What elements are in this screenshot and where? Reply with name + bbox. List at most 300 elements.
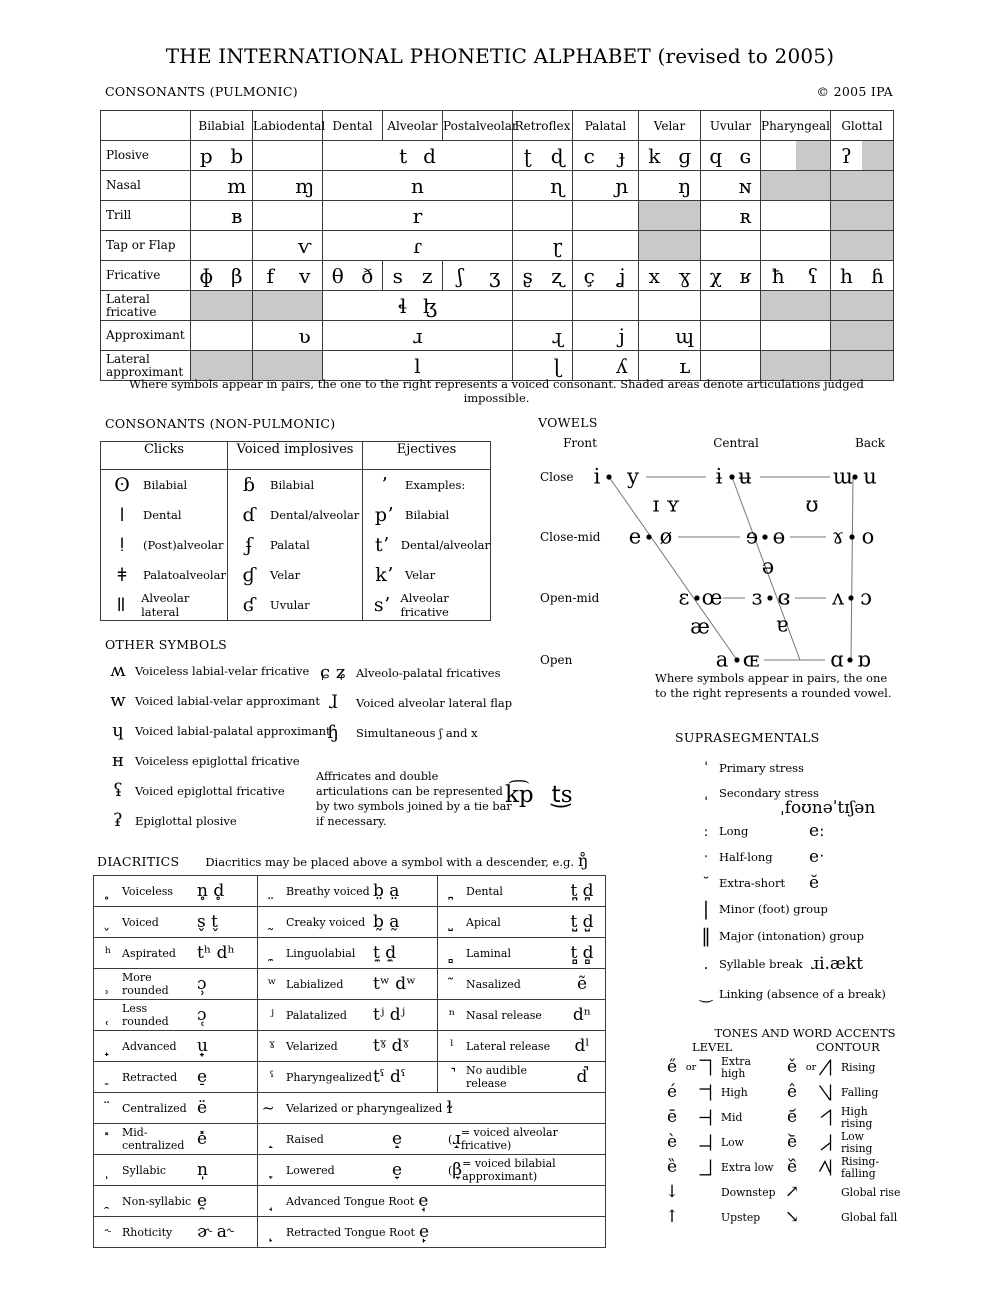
- diacritic-example: tʲ dʲ: [373, 1004, 406, 1025]
- pulmonic-symbol: f: [266, 263, 274, 288]
- other-symbol: ɺ: [328, 692, 338, 713]
- pulmonic-symbol: ɹ: [412, 323, 423, 348]
- pulmonic-symbol: [796, 171, 831, 200]
- pulmonic-cell-pair: [253, 351, 322, 380]
- diacritics-cell-content: [438, 1062, 605, 1092]
- pulmonic-cell: [701, 171, 761, 201]
- pulmonic-symbol: k: [648, 143, 661, 168]
- diacritics-cell-content: [94, 938, 257, 968]
- pulmonic-symbol: [862, 291, 893, 320]
- nonpulmonic-symbol: ʼ: [380, 473, 388, 496]
- tone-extra-low-icon: [699, 1158, 712, 1177]
- pulmonic-symbol: h: [840, 263, 853, 288]
- vowel-dot: [852, 474, 857, 479]
- pulmonic-symbol: q: [709, 143, 723, 168]
- pulmonic-cell: [701, 261, 761, 291]
- pulmonic-cell: [513, 231, 573, 261]
- pulmonic-symbol: [639, 351, 670, 380]
- diacritic-mark: ̙: [269, 1222, 275, 1241]
- tone-high-rising-icon: [819, 1108, 832, 1127]
- pulmonic-symbol: [191, 171, 222, 200]
- pulmonic-cell: [831, 141, 894, 171]
- tone-letter: e̋: [666, 1057, 678, 1077]
- pulmonic-cell-pair: [761, 261, 830, 290]
- other-symbol-label: Alveolo-palatal fricatives: [356, 666, 501, 680]
- diacritic-example: e̞: [392, 1159, 403, 1180]
- diacritics-cell: [258, 1186, 606, 1217]
- vowel-symbol: ɜ: [751, 585, 763, 610]
- diacritic-example: ɫ: [446, 1097, 453, 1118]
- pulmonic-cell: [831, 291, 894, 321]
- vowel-symbol: œ: [701, 585, 723, 610]
- vowel-dot: [849, 534, 854, 539]
- pulmonic-symbol: [701, 231, 731, 260]
- diacritics-cell: [258, 1124, 606, 1155]
- vowel-symbol: ʌ: [832, 585, 844, 610]
- pulmonic-cell-pair: [761, 291, 830, 320]
- pulmonic-row-label: Lateral approximant: [101, 351, 191, 381]
- diacritic-mark: ̬: [105, 912, 111, 931]
- vowel-symbol: ɵ: [772, 524, 786, 549]
- tone-label: Extra high: [721, 1054, 751, 1080]
- nonpulmonic-label: Bilabial: [270, 478, 315, 492]
- other-symbol-label: Voiced labial-velar approximant: [135, 694, 321, 708]
- tone-item: [781, 1105, 900, 1130]
- pulmonic-cell-pair: [831, 141, 893, 170]
- diacritic-example: u̟: [197, 1035, 208, 1056]
- nonpulmonic-item: [101, 470, 227, 500]
- pulmonic-symbol: ð: [361, 263, 374, 288]
- diacritics-cell-content: [258, 938, 437, 968]
- vowel-symbol: ɨ: [715, 464, 723, 489]
- pulmonic-symbol: [761, 141, 796, 170]
- vowel-symbol: ø: [659, 524, 673, 549]
- pulmonic-symbol: [543, 291, 573, 320]
- pulmonic-column-header: Bilabial: [191, 111, 253, 141]
- suprasegmental-label: Half-long: [719, 850, 773, 864]
- nonpulmonic-symbol: ɓ: [242, 473, 256, 496]
- pulmonic-cell-pair: [513, 201, 572, 230]
- tone-letter: ê: [786, 1082, 798, 1102]
- diacritics-row: [94, 1031, 606, 1062]
- tone-label: Rising: [841, 1060, 876, 1074]
- diacritics-cell: [258, 1000, 438, 1031]
- diacritic-example: ɔ̹: [197, 973, 207, 994]
- tone-item: [781, 1080, 900, 1105]
- tone-item: [781, 1180, 900, 1205]
- other-symbol-label: Voiceless epiglottal fricative: [135, 754, 300, 768]
- diacritics-row: [94, 876, 606, 907]
- pulmonic-cell-pair: [323, 231, 512, 260]
- pulmonic-cell-pair: [831, 171, 893, 200]
- vowel-note-line2: to the right represents a rounded vowel.: [655, 685, 892, 700]
- pulmonic-symbol: [701, 171, 731, 200]
- suprasegmental-label: Minor (foot) group: [719, 902, 828, 916]
- nonpulmonic-column-header: Ejectives: [363, 442, 491, 470]
- pulmonic-symbol: ɮ: [423, 293, 438, 318]
- pulmonic-symbol: [253, 201, 288, 230]
- pulmonic-cell: [831, 231, 894, 261]
- diacritic-label: Centralized: [122, 1101, 187, 1115]
- diacritic-example: n̥ d̥: [197, 880, 225, 901]
- other-symbol-label: Voiceless labial-velar fricative: [135, 664, 310, 678]
- pulmonic-row-label: Plosive: [101, 141, 191, 171]
- pulmonic-symbol: [639, 291, 670, 320]
- suprasegmental-symbol: .: [703, 954, 709, 973]
- diacritics-cell-content: [94, 1000, 257, 1030]
- pulmonic-symbol: [288, 291, 323, 320]
- tone-label: Low rising: [841, 1129, 873, 1155]
- pulmonic-symbol: ɰ: [675, 323, 695, 348]
- diacritics-heading: DIACRITICS: [97, 854, 180, 869]
- diacritic-label: Rhoticity: [122, 1225, 173, 1239]
- pulmonic-symbol: [761, 201, 796, 230]
- pulmonic-symbol: [796, 291, 831, 320]
- pulmonic-cell: [701, 201, 761, 231]
- diacritic-label: Palatalized: [286, 1008, 347, 1022]
- pulmonic-symbol: ɖ: [550, 143, 564, 168]
- pulmonic-row-label: Approximant: [101, 321, 191, 351]
- affricates-note: Affricates and double articulations can be represented by two symbols joined by a tie bar if necessary.: [316, 770, 512, 828]
- pulmonic-symbol: ɾ: [412, 233, 423, 258]
- diacritic-example: e̯: [197, 1190, 208, 1211]
- diacritic-example: ɚ a˞: [197, 1221, 234, 1242]
- pulmonic-cell-pair: [253, 171, 322, 200]
- pulmonic-cell-pair: [761, 201, 830, 230]
- pulmonic-symbol: χ: [709, 263, 722, 288]
- other-symbol-label: Epiglottal plosive: [135, 814, 237, 828]
- diacritics-cell: [258, 907, 438, 938]
- diacritic-label: Mid-centralized: [122, 1126, 185, 1152]
- diacritic-example: e̽: [197, 1128, 208, 1149]
- pulmonic-row: [101, 321, 894, 351]
- pulmonic-cell-pair: [573, 291, 638, 320]
- diacritics-row: [94, 907, 606, 938]
- diacritics-cell-content: [258, 1031, 437, 1061]
- pulmonic-cell: [761, 171, 831, 201]
- diacritic-paren: (: [448, 1163, 453, 1177]
- suprasegmental-example: ɹi.ækt: [810, 953, 864, 974]
- pulmonic-cell-pair: [573, 231, 638, 260]
- nonpulmonic-symbol: ǁ: [116, 593, 126, 616]
- other-symbol-item: [101, 716, 331, 746]
- pulmonic-symbol: c: [583, 143, 595, 168]
- suprasegmental-symbol: ː: [703, 821, 709, 840]
- tone-label: High: [721, 1085, 748, 1099]
- diacritics-cell-content: [258, 1093, 605, 1123]
- nonpulmonic-item: [363, 590, 490, 620]
- suprasegmental-item: [693, 756, 983, 780]
- diacritics-cell: [438, 1031, 606, 1062]
- pulmonic-cell-pair: [573, 171, 638, 200]
- nonpulmonic-symbol: ǃ: [119, 533, 125, 556]
- diacritic-mark: ̯: [105, 1191, 111, 1210]
- vowel-diagram: [540, 438, 920, 708]
- pulmonic-cell-pair: [761, 231, 830, 260]
- pulmonic-cell: [513, 321, 573, 351]
- pulmonic-cell: [573, 321, 639, 351]
- tone-icon-spacer: [699, 1183, 712, 1202]
- diacritic-example: b̰ a̰: [373, 911, 400, 932]
- pulmonic-cell: [573, 171, 639, 201]
- pulmonic-symbol: [573, 231, 606, 260]
- pulmonic-symbol: [731, 321, 761, 350]
- diacritics-cell-content: [258, 907, 437, 937]
- pulmonic-cell: [323, 171, 513, 201]
- diacritic-label: Non-syllabic: [122, 1194, 192, 1208]
- vowel-symbol: ɤ: [832, 524, 844, 549]
- diacritic-label: Nasalized: [466, 977, 521, 991]
- pulmonic-symbol: [701, 291, 731, 320]
- pulmonic-symbol: [606, 291, 639, 320]
- pulmonic-row: [101, 261, 894, 291]
- tone-item: [661, 1180, 777, 1205]
- diacritics-row: [94, 1062, 606, 1093]
- pulmonic-heading: CONSONANTS (PULMONIC): [105, 84, 298, 99]
- pulmonic-cell-pair: [639, 231, 700, 260]
- diacritics-note-example: ŋ̊: [578, 851, 589, 870]
- pulmonic-symbol: [288, 141, 323, 170]
- tone-label: Downstep: [721, 1185, 776, 1199]
- pulmonic-symbol: p: [199, 143, 213, 168]
- vowel-symbol: o: [861, 524, 875, 549]
- other-symbol-item: [101, 746, 331, 776]
- diacritic-example: n̩: [197, 1159, 208, 1180]
- pulmonic-symbol: ɲ: [615, 173, 629, 198]
- vowel-dot: [734, 657, 739, 662]
- pulmonic-symbol: [543, 201, 573, 230]
- pulmonic-symbol: [191, 201, 222, 230]
- pulmonic-cell: [701, 141, 761, 171]
- diacritic-paren: (: [448, 1132, 453, 1146]
- pulmonic-cell-pair: [761, 171, 830, 200]
- pulmonic-symbol: [288, 201, 323, 230]
- pulmonic-symbol: [862, 171, 893, 200]
- diacritics-row: [94, 938, 606, 969]
- pulmonic-symbol: [639, 201, 670, 230]
- diacritic-mark: ̞: [269, 1160, 275, 1179]
- diacritic-mark: ̠: [105, 1067, 111, 1086]
- pulmonic-symbol: ʙ: [231, 203, 243, 228]
- diacritic-mark: ̝: [269, 1129, 275, 1148]
- diacritics-cell-content: [258, 876, 437, 906]
- suprasegmental-item: [693, 982, 983, 1006]
- diacritic-example-symbol: β̞: [452, 1159, 463, 1180]
- diacritics-cell-content: [258, 969, 437, 999]
- pulmonic-symbol: [831, 171, 862, 200]
- pulmonic-cell: [253, 141, 323, 171]
- nonpulmonic-item: [101, 500, 227, 530]
- tie-bar-examples: [505, 782, 573, 808]
- pulmonic-symbol: [222, 291, 253, 320]
- diacritic-mark: ˠ: [269, 1036, 275, 1055]
- pulmonic-cell-pair: [253, 291, 322, 320]
- vowel-row-label: Open: [540, 653, 573, 667]
- diacritic-example: t̻ d̻: [570, 942, 594, 963]
- tones-contour-heading: CONTOUR: [816, 1040, 880, 1054]
- diacritics-row: [94, 1000, 606, 1031]
- pulmonic-symbol: ɟ: [618, 143, 625, 168]
- diacritic-label: Nasal release: [466, 1008, 542, 1022]
- suprasegmental-symbol: ‿: [699, 984, 713, 1003]
- tone-letter: e᷄: [786, 1107, 798, 1127]
- pulmonic-symbol: m: [227, 173, 247, 198]
- nonpulmonic-symbol: pʼ: [374, 503, 394, 526]
- pulmonic-cell-pair: [639, 141, 700, 170]
- vowel-symbol: y: [627, 464, 639, 489]
- tone-letter: ȅ: [666, 1157, 678, 1177]
- pulmonic-symbol: [573, 291, 606, 320]
- pulmonic-cell-pair: [701, 171, 760, 200]
- tone-falling-icon: [819, 1083, 832, 1102]
- pulmonic-cell: [513, 261, 573, 291]
- nonpulmonic-column-header: Clicks: [101, 442, 228, 470]
- pulmonic-symbol: [513, 291, 543, 320]
- pulmonic-cell: [191, 291, 253, 321]
- pulmonic-cell-pair: [323, 261, 382, 290]
- vowel-symbol: ɛ: [678, 585, 690, 610]
- diacritics-cell: [438, 1000, 606, 1031]
- vowel-dot: [762, 534, 767, 539]
- pulmonic-cell-pair: [831, 231, 893, 260]
- nonpulmonic-label: Velar: [405, 568, 436, 582]
- pulmonic-row-label: Lateral fricative: [101, 291, 191, 321]
- pulmonic-cell: [191, 321, 253, 351]
- tone-item: [661, 1205, 777, 1230]
- diacritics-row: [94, 1093, 606, 1124]
- suprasegmental-item: [693, 845, 983, 869]
- tones-level-list: [661, 1055, 777, 1230]
- nonpulmonic-symbol: tʼ: [375, 533, 389, 556]
- nonpulmonic-symbol: ɗ: [242, 503, 256, 526]
- pulmonic-symbol: j: [618, 323, 625, 348]
- pulmonic-symbol: ʕ: [807, 263, 819, 288]
- other-symbol: w: [110, 690, 126, 711]
- pulmonic-symbol: [222, 231, 253, 260]
- other-symbol-item: [101, 656, 331, 686]
- vowel-symbol: ɐ: [775, 612, 789, 637]
- nonpulmonic-label: Velar: [270, 568, 301, 582]
- diacritic-label: Labialized: [286, 977, 344, 991]
- diacritic-label: Retracted Tongue Root: [286, 1225, 415, 1239]
- diacritics-cell: [94, 907, 258, 938]
- diacritic-mark: ̴: [269, 1098, 275, 1117]
- tone-label: Low: [721, 1135, 744, 1149]
- pulmonic-row: [101, 351, 894, 381]
- pulmonic-cell-pair: [573, 351, 638, 380]
- diacritics-cell: [94, 1000, 258, 1031]
- other-symbol-label: Voiced epiglottal fricative: [135, 784, 285, 798]
- nonpulmonic-symbol: ʛ: [242, 593, 256, 616]
- tone-letter: ↑: [664, 1207, 680, 1227]
- pulmonic-cell-pair: [761, 321, 830, 350]
- pulmonic-symbol: [831, 351, 862, 380]
- diacritic-mark: ̈: [105, 1098, 111, 1117]
- diacritic-mark: ̹: [105, 974, 111, 993]
- tone-rising-falling-icon: [819, 1158, 832, 1177]
- pulmonic-cell: [323, 291, 513, 321]
- diacritics-cell-content: [438, 1031, 605, 1061]
- pulmonic-row-label: Trill: [101, 201, 191, 231]
- pulmonic-cell: [639, 351, 701, 381]
- tone-label: Upstep: [721, 1210, 761, 1224]
- pulmonic-cell-pair: [573, 321, 638, 350]
- pulmonic-cell: [513, 351, 573, 381]
- nonpulmonic-header-row: [101, 442, 491, 470]
- pulmonic-symbol: ɦ: [871, 263, 884, 288]
- pulmonic-cell-pair: [639, 321, 700, 350]
- diacritic-example: t̺ d̺: [570, 911, 594, 932]
- nonpulmonic-symbol: ɠ: [242, 563, 256, 586]
- tone-item: [661, 1080, 777, 1105]
- pulmonic-row-label: Nasal: [101, 171, 191, 201]
- pulmonic-symbol: [761, 291, 796, 320]
- nonpulmonic-item: [228, 590, 362, 620]
- pulmonic-cell-pair: [513, 171, 572, 200]
- diacritics-cell: [94, 1093, 258, 1124]
- diacritic-example: tʰ dʰ: [197, 942, 235, 963]
- pulmonic-cell: [701, 231, 761, 261]
- other-symbol: ʡ: [113, 810, 123, 831]
- tone-label: High rising: [841, 1104, 873, 1130]
- pulmonic-symbol: b: [230, 143, 244, 168]
- other-symbol-label: Simultaneous ʃ and x: [356, 726, 478, 740]
- vowel-symbol: ʊ: [805, 492, 819, 517]
- pulmonic-symbol: s: [392, 263, 403, 288]
- diacritic-example: ẽ: [576, 973, 588, 994]
- other-symbol: ʢ: [113, 780, 123, 801]
- diacritic-mark: ̚: [449, 1067, 455, 1086]
- pulmonic-cell-pair: [253, 141, 322, 170]
- vowel-row-label: Close: [540, 470, 574, 484]
- suprasegmental-item: [693, 952, 983, 976]
- pulmonic-cell: [191, 201, 253, 231]
- pulmonic-symbol: [831, 291, 862, 320]
- diacritic-mark: ̘: [269, 1191, 275, 1210]
- pulmonic-row: [101, 141, 894, 171]
- nonpulmonic-label: Alveolar fricative: [400, 591, 449, 619]
- pulmonic-column-header: Labiodental: [253, 111, 323, 141]
- pulmonic-cell: [831, 201, 894, 231]
- pulmonic-symbol: t: [399, 143, 408, 168]
- pulmonic-column-header: Uvular: [701, 111, 761, 141]
- pulmonic-cell: [831, 261, 894, 291]
- diacritic-label: Advanced Tongue Root: [286, 1194, 415, 1208]
- nonpulmonic-symbol: ǀ: [119, 503, 125, 526]
- pulmonic-cell: [831, 351, 894, 381]
- pulmonic-symbol: [796, 141, 831, 170]
- diacritic-note: = voiced alveolar fricative): [460, 1126, 558, 1152]
- pulmonic-cell: [191, 141, 253, 171]
- pulmonic-cell: [513, 171, 573, 201]
- diacritic-example: tˠ dˠ: [373, 1035, 409, 1056]
- nonpulmonic-label: Palatoalveolar: [143, 568, 226, 582]
- pulmonic-column-header: Postalveolar: [443, 111, 513, 141]
- vowel-symbol: ə: [761, 554, 775, 579]
- vowels-heading: VOWELS: [538, 415, 598, 430]
- diacritics-cell: [438, 876, 606, 907]
- suprasegmental-symbol: ˘: [702, 873, 710, 892]
- vowel-axis-label: Front: [563, 436, 597, 450]
- pulmonic-cell-pair: [573, 141, 638, 170]
- diacritics-cell: [258, 1093, 606, 1124]
- other-symbol: ɥ: [112, 720, 124, 741]
- tone-item: [661, 1105, 777, 1130]
- tone-letter: ↘: [784, 1207, 800, 1227]
- pulmonic-cell: [573, 201, 639, 231]
- diacritics-cell: [258, 1031, 438, 1062]
- diacritic-label: More rounded: [122, 971, 169, 997]
